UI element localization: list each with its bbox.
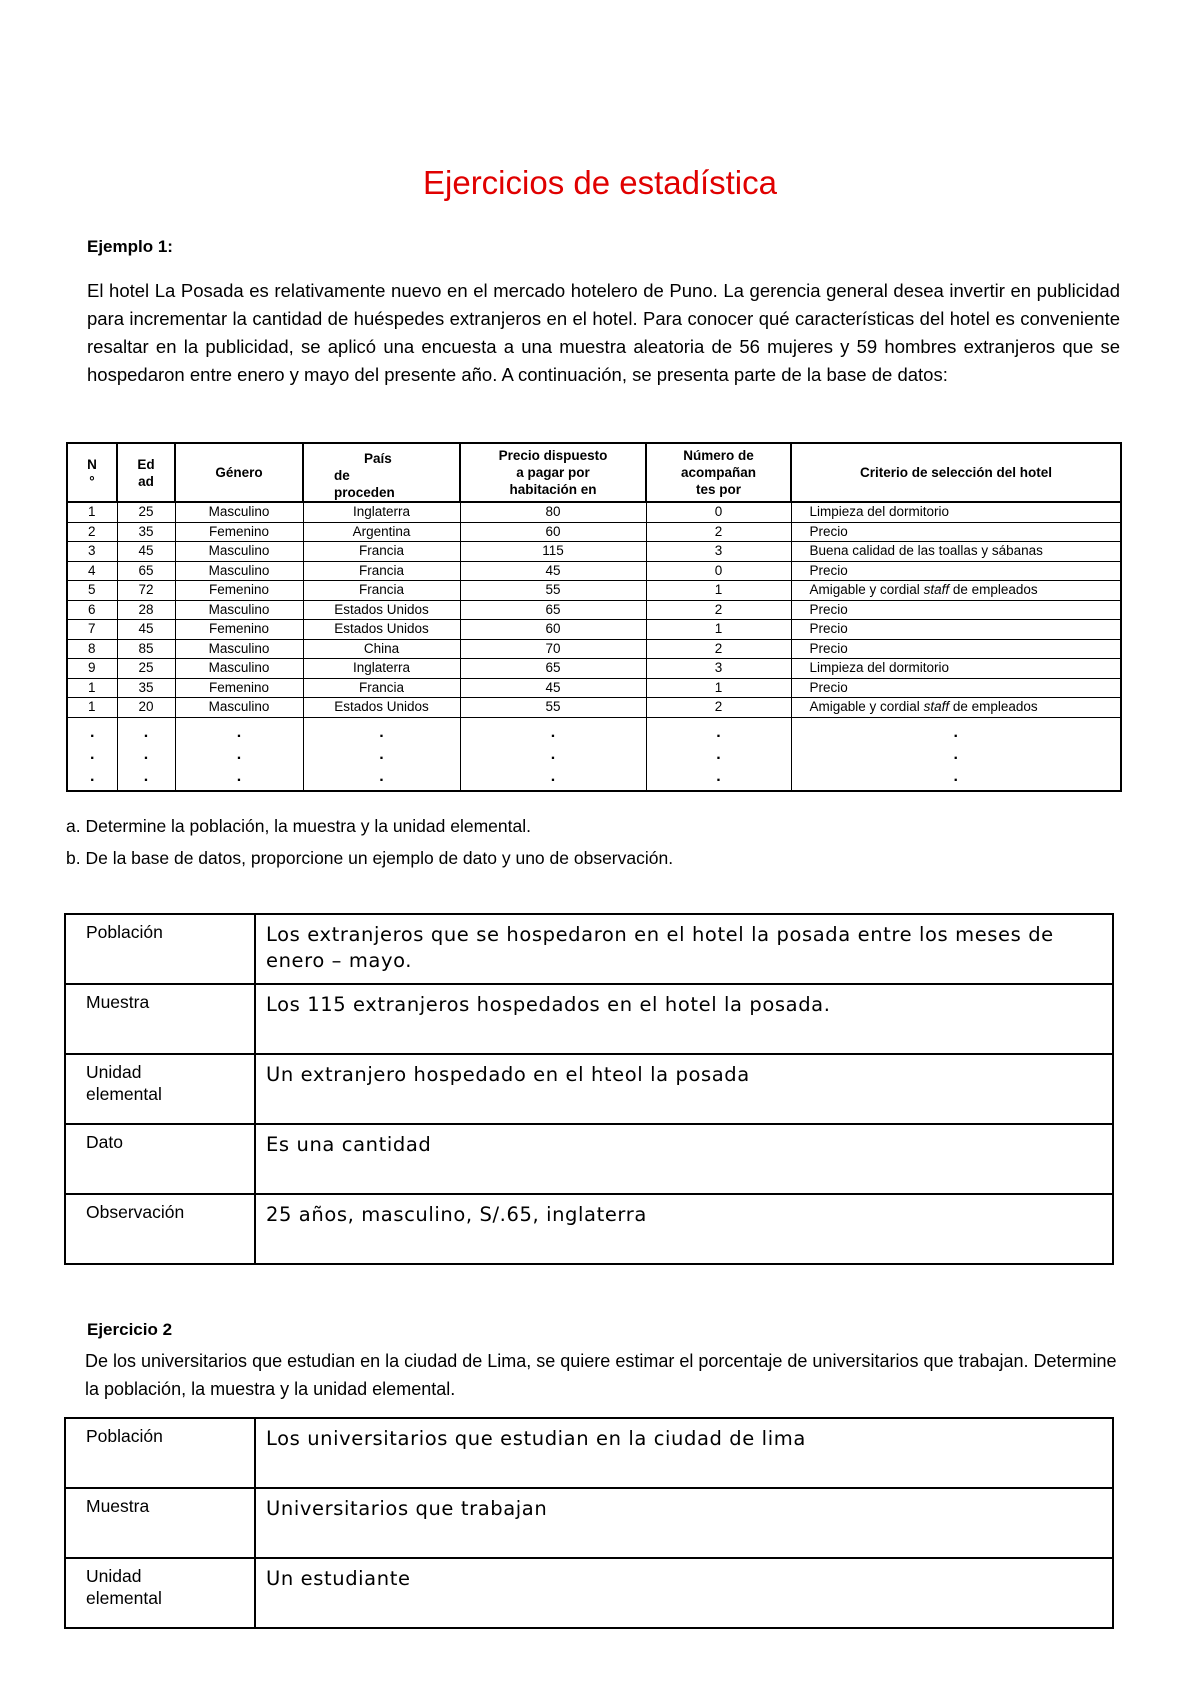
table-row	[67, 542, 1121, 562]
cell-n: 1	[67, 678, 117, 698]
table-row	[67, 698, 1121, 718]
question-a: a. Determine la población, la muestra y la unidad elemental.	[66, 816, 531, 836]
cell-acompanantes: 1	[646, 678, 791, 698]
answer-label: Población	[65, 1418, 255, 1488]
cell-pais: Francia	[303, 561, 460, 581]
cell-n: 3	[67, 542, 117, 562]
answer-row-muestra	[65, 984, 1113, 1054]
cell-criterio: Precio	[791, 522, 1121, 542]
cell-pais: Estados Unidos	[303, 698, 460, 718]
answer-label: Muestra	[65, 1488, 255, 1558]
cell-criterio: Amigable y cordial staff de empleados	[791, 698, 1121, 718]
answer-value: Los extranjeros que se hospedaron en el hotel la posada entre los meses de enero – mayo.	[255, 914, 1113, 984]
cell-genero: Femenino	[175, 522, 303, 542]
answer-row-muestra	[65, 1488, 1113, 1558]
ejercicio2-text: De los universitarios que estudian en la ciudad de Lima, se quiere estimar el porcentaje de universitarios que trabajan. Determine la población, la muestra y la unidad elemental.	[85, 1351, 1117, 1399]
cell-precio: 45	[460, 678, 646, 698]
cell-n: 5	[67, 581, 117, 601]
continuation-dots: . . .	[460, 717, 646, 791]
cell-pais: Francia	[303, 678, 460, 698]
ejemplo1-intro: El hotel La Posada es relativamente nuevo en el mercado hotelero de Puno. La gerencia general desea invertir en publicidad para incrementar la cantidad de huéspedes extranjeros en el hotel. Para conocer qué características del hotel es conveniente resaltar en la publicidad, se aplicó una encuesta a una muestra aleatoria de 56 mujeres y 59 hombres extranjeros que se hospedaron entre enero y mayo del presente año. A continuación, se presenta parte de la base de datos:	[87, 280, 1120, 385]
answer-row-poblacion	[65, 914, 1113, 984]
cell-edad: 35	[117, 522, 175, 542]
continuation-dots: . . .	[117, 717, 175, 791]
cell-precio: 45	[460, 561, 646, 581]
answer-value: Es una cantidad	[255, 1124, 1113, 1194]
cell-genero: Masculino	[175, 502, 303, 522]
cell-edad: 25	[117, 502, 175, 522]
cell-acompanantes: 1	[646, 620, 791, 640]
cell-edad: 45	[117, 542, 175, 562]
cell-pais: Inglaterra	[303, 659, 460, 679]
cell-criterio: Precio	[791, 600, 1121, 620]
cell-genero: Femenino	[175, 581, 303, 601]
cell-genero: Masculino	[175, 659, 303, 679]
cell-edad: 45	[117, 620, 175, 640]
answer-label: Unidad elemental	[65, 1558, 255, 1628]
cell-genero: Femenino	[175, 678, 303, 698]
cell-pais: Francia	[303, 542, 460, 562]
cell-n: 7	[67, 620, 117, 640]
answer-value: Un estudiante	[255, 1558, 1113, 1628]
cell-edad: 20	[117, 698, 175, 718]
table-row	[67, 581, 1121, 601]
cell-criterio: Amigable y cordial staff de empleados	[791, 581, 1121, 601]
header-precio: Precio dispuesto a pagar por habitación en	[460, 443, 646, 502]
cell-precio: 55	[460, 581, 646, 601]
header-n: N °	[67, 443, 117, 502]
cell-acompanantes: 3	[646, 659, 791, 679]
table-row-continuation	[67, 717, 1121, 791]
header-edad: Ed ad	[117, 443, 175, 502]
continuation-dots: . . .	[175, 717, 303, 791]
cell-genero: Masculino	[175, 698, 303, 718]
cell-acompanantes: 2	[646, 698, 791, 718]
cell-genero: Femenino	[175, 620, 303, 640]
answer-label: Unidad elemental	[65, 1054, 255, 1124]
cell-pais: Inglaterra	[303, 502, 460, 522]
answer-value: Los 115 extranjeros hospedados en el hotel la posada.	[255, 984, 1113, 1054]
cell-genero: Masculino	[175, 561, 303, 581]
answers-table-2	[64, 1417, 1114, 1629]
cell-acompanantes: 0	[646, 561, 791, 581]
question-b: b. De la base de datos, proporcione un ejemplo de dato y uno de observación.	[66, 848, 674, 868]
cell-precio: 60	[460, 620, 646, 640]
cell-pais: Estados Unidos	[303, 600, 460, 620]
answer-label: Observación	[65, 1194, 255, 1264]
cell-pais: Francia	[303, 581, 460, 601]
cell-edad: 85	[117, 639, 175, 659]
cell-n: 8	[67, 639, 117, 659]
ejemplo1-heading: Ejemplo 1:	[87, 237, 173, 256]
cell-precio: 65	[460, 659, 646, 679]
answer-row-unidad	[65, 1558, 1113, 1628]
cell-edad: 65	[117, 561, 175, 581]
cell-criterio: Limpieza del dormitorio	[791, 502, 1121, 522]
table-row	[67, 639, 1121, 659]
cell-criterio: Precio	[791, 620, 1121, 640]
table-body	[67, 502, 1121, 791]
continuation-dots: . . .	[303, 717, 460, 791]
cell-acompanantes: 1	[646, 581, 791, 601]
cell-acompanantes: 2	[646, 522, 791, 542]
cell-edad: 72	[117, 581, 175, 601]
cell-precio: 80	[460, 502, 646, 522]
table-row	[67, 522, 1121, 542]
cell-criterio: Precio	[791, 561, 1121, 581]
answer-label: Muestra	[65, 984, 255, 1054]
cell-acompanantes: 0	[646, 502, 791, 522]
cell-criterio: Precio	[791, 678, 1121, 698]
ejercicio2-heading: Ejercicio 2	[87, 1320, 173, 1339]
answer-label: Dato	[65, 1124, 255, 1194]
table-row	[67, 620, 1121, 640]
answer-row-observacion	[65, 1194, 1113, 1264]
continuation-dots: . . .	[67, 717, 117, 791]
questions	[66, 810, 673, 874]
cell-precio: 65	[460, 600, 646, 620]
header-acompanantes: Número de acompañan tes por	[646, 443, 791, 502]
cell-genero: Masculino	[175, 542, 303, 562]
answer-value: 25 años, masculino, S/.65, inglaterra	[255, 1194, 1113, 1264]
table-row	[67, 659, 1121, 679]
cell-genero: Masculino	[175, 600, 303, 620]
answers-table-1	[64, 913, 1114, 1265]
cell-n: 6	[67, 600, 117, 620]
answer-label: Población	[65, 914, 255, 984]
cell-criterio: Precio	[791, 639, 1121, 659]
cell-precio: 60	[460, 522, 646, 542]
header-pais: País de proceden	[303, 443, 460, 502]
answer-row-dato	[65, 1124, 1113, 1194]
cell-criterio: Buena calidad de las toallas y sábanas	[791, 542, 1121, 562]
cell-precio: 55	[460, 698, 646, 718]
cell-criterio: Limpieza del dormitorio	[791, 659, 1121, 679]
answer-row-unidad	[65, 1054, 1113, 1124]
cell-pais: Estados Unidos	[303, 620, 460, 640]
cell-pais: Argentina	[303, 522, 460, 542]
cell-acompanantes: 2	[646, 639, 791, 659]
cell-pais: China	[303, 639, 460, 659]
cell-n: 1	[67, 502, 117, 522]
page-title: Ejercicios de estadística	[423, 164, 777, 201]
answer-value: Universitarios que trabajan	[255, 1488, 1113, 1558]
header-genero: Género	[175, 443, 303, 502]
cell-edad: 25	[117, 659, 175, 679]
header-criterio: Criterio de selección del hotel	[791, 443, 1121, 502]
cell-precio: 70	[460, 639, 646, 659]
cell-precio: 115	[460, 542, 646, 562]
continuation-dots: . . .	[646, 717, 791, 791]
cell-n: 4	[67, 561, 117, 581]
cell-acompanantes: 2	[646, 600, 791, 620]
cell-edad: 28	[117, 600, 175, 620]
cell-acompanantes: 3	[646, 542, 791, 562]
table-row	[67, 502, 1121, 522]
answer-value: Un extranjero hospedado en el hteol la posada	[255, 1054, 1113, 1124]
table-row	[67, 600, 1121, 620]
cell-n: 9	[67, 659, 117, 679]
table-header-row	[67, 443, 1121, 502]
continuation-dots: . . .	[791, 717, 1121, 791]
answer-row-poblacion	[65, 1418, 1113, 1488]
table-row	[67, 561, 1121, 581]
data-table	[66, 442, 1122, 792]
cell-n: 1	[67, 698, 117, 718]
cell-edad: 35	[117, 678, 175, 698]
cell-n: 2	[67, 522, 117, 542]
table-row	[67, 678, 1121, 698]
answer-value: Los universitarios que estudian en la ciudad de lima	[255, 1418, 1113, 1488]
cell-genero: Masculino	[175, 639, 303, 659]
